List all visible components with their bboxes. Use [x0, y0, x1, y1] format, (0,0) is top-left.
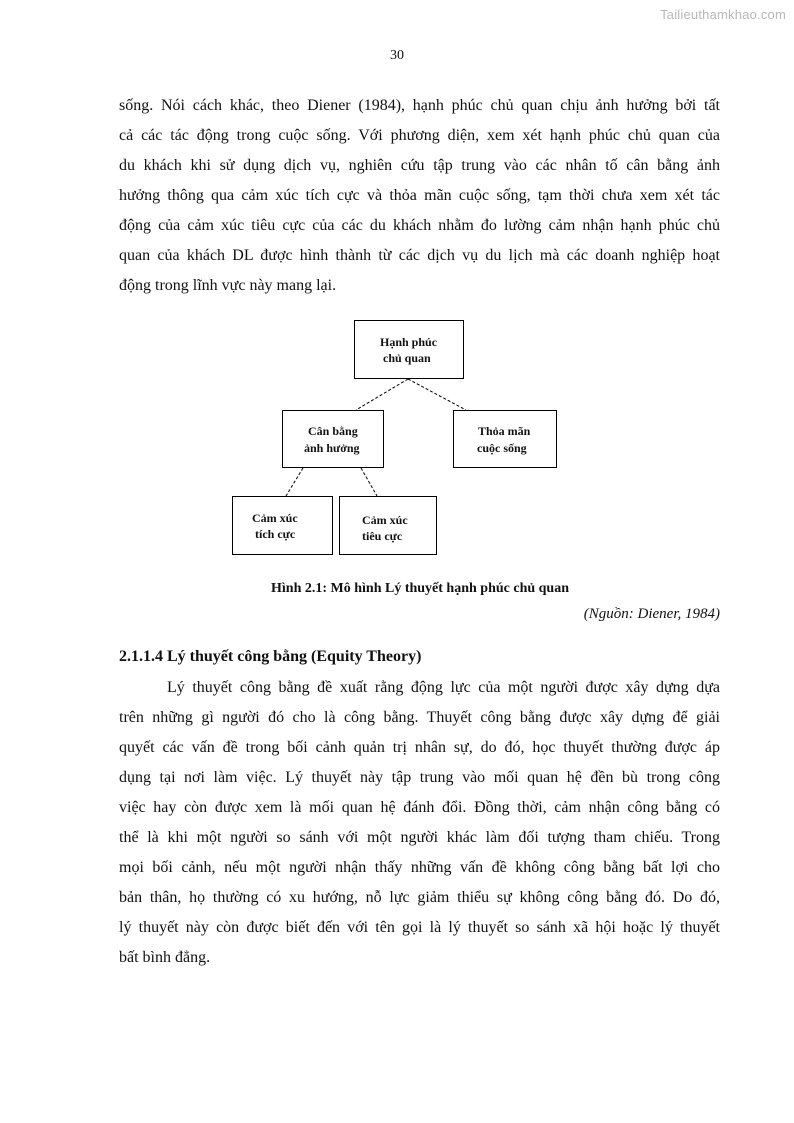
text-line: quan của khách DL được hình thành từ các dịch vụ du lịch mà các doanh nghiệp hoạt	[119, 247, 720, 264]
node-label-line: cuộc sống	[477, 441, 527, 455]
paragraph-equity-theory	[119, 673, 720, 973]
text-line: động trong lĩnh vực này mang lại.	[119, 277, 337, 294]
node-label-line: tích cực	[255, 527, 296, 541]
connector-balance-positive	[286, 468, 303, 496]
text-line: bản thân, họ thường có xu hướng, nỗ lực giảm thiểu sự không công bằng đó. Do đó,	[119, 889, 720, 906]
node-label-line: Cảm xúc	[362, 513, 408, 527]
text-line: quyết các vấn đề trong bối cảnh quản trị nhân sự, do đó, học thuyết thường được áp	[119, 739, 720, 756]
text-line: Lý thuyết công bằng đề xuất rằng động lực của một người được xây dựng dựa	[167, 679, 720, 696]
text-line: sống. Nói cách khác, theo Diener (1984), hạnh phúc chủ quan chịu ảnh hưởng bởi tất	[119, 97, 720, 114]
text-line: thể là khi một người so sánh với một người khác làm đối tượng tham chiếu. Trong	[119, 829, 720, 846]
node-positive-emotion	[232, 496, 333, 555]
text-line: dụng tại nơi làm việc. Lý thuyết này tập trung vào mối quan hệ đền bù trong công	[119, 769, 720, 786]
text-line: mọi bối cảnh, nếu một người nhận thấy những vấn đề không công bằng bất lợi cho	[119, 859, 720, 876]
node-negative-emotion	[339, 496, 437, 555]
figure-source: (Nguồn: Diener, 1984)	[583, 606, 720, 622]
connector-root-balance	[356, 379, 408, 410]
page-number: 30	[390, 48, 404, 63]
text-line: động của cảm xúc tiêu cực của các du khách nhằm đo lường cảm nhận hạnh phúc chủ	[119, 217, 720, 234]
text-line: việc hay còn được xem là mối quan hệ đánh đổi. Đồng thời, cảm nhận công bằng có	[119, 799, 720, 816]
node-label-line: ảnh hưởng	[304, 441, 360, 455]
text-line: hưởng thông qua cảm xúc tích cực và thỏa mãn cuộc sống, tạm thời chưa xem xét tác	[119, 187, 720, 204]
paragraph-subjective-wellbeing	[119, 91, 720, 301]
node-label-line: tiêu cực	[362, 529, 403, 543]
text-line: du khách khi sử dụng dịch vụ, nghiên cứu tập trung vào các nhân tố cân bằng ảnh	[119, 157, 720, 174]
text-line: lý thuyết này còn được biết đến với tên gọi là lý thuyết so sánh xã hội hoặc lý thuyết	[119, 919, 720, 936]
text-line: cả các tác động trong cuộc sống. Với phương diện, xem xét hạnh phúc chủ quan của	[119, 127, 720, 144]
node-label-line: Thỏa mãn	[478, 424, 531, 438]
text-line: trên những gì người đó cho là công bằng. Thuyết công bằng được xây dựng để giải	[119, 709, 720, 726]
section-heading: 2.1.1.4 Lý thuyết công bằng (Equity Theory)	[119, 648, 422, 665]
text-line: bất bình đẳng.	[119, 949, 211, 966]
node-label-line: Cân bằng	[308, 424, 358, 438]
connector-balance-negative	[361, 468, 377, 496]
connector-root-satisfaction	[408, 379, 466, 410]
node-label-line: chủ quan	[383, 351, 431, 365]
node-balance-affect	[282, 410, 384, 468]
node-label-line: Hạnh phúc	[380, 335, 438, 349]
node-label-line: Cảm xúc	[252, 511, 298, 525]
node-life-satisfaction	[453, 410, 557, 468]
figure-caption: Hình 2.1: Mô hình Lý thuyết hạnh phúc chủ quan	[271, 581, 569, 596]
watermark: Tailieuthamkhao.com	[660, 7, 786, 22]
node-subjective-wellbeing	[354, 320, 464, 379]
